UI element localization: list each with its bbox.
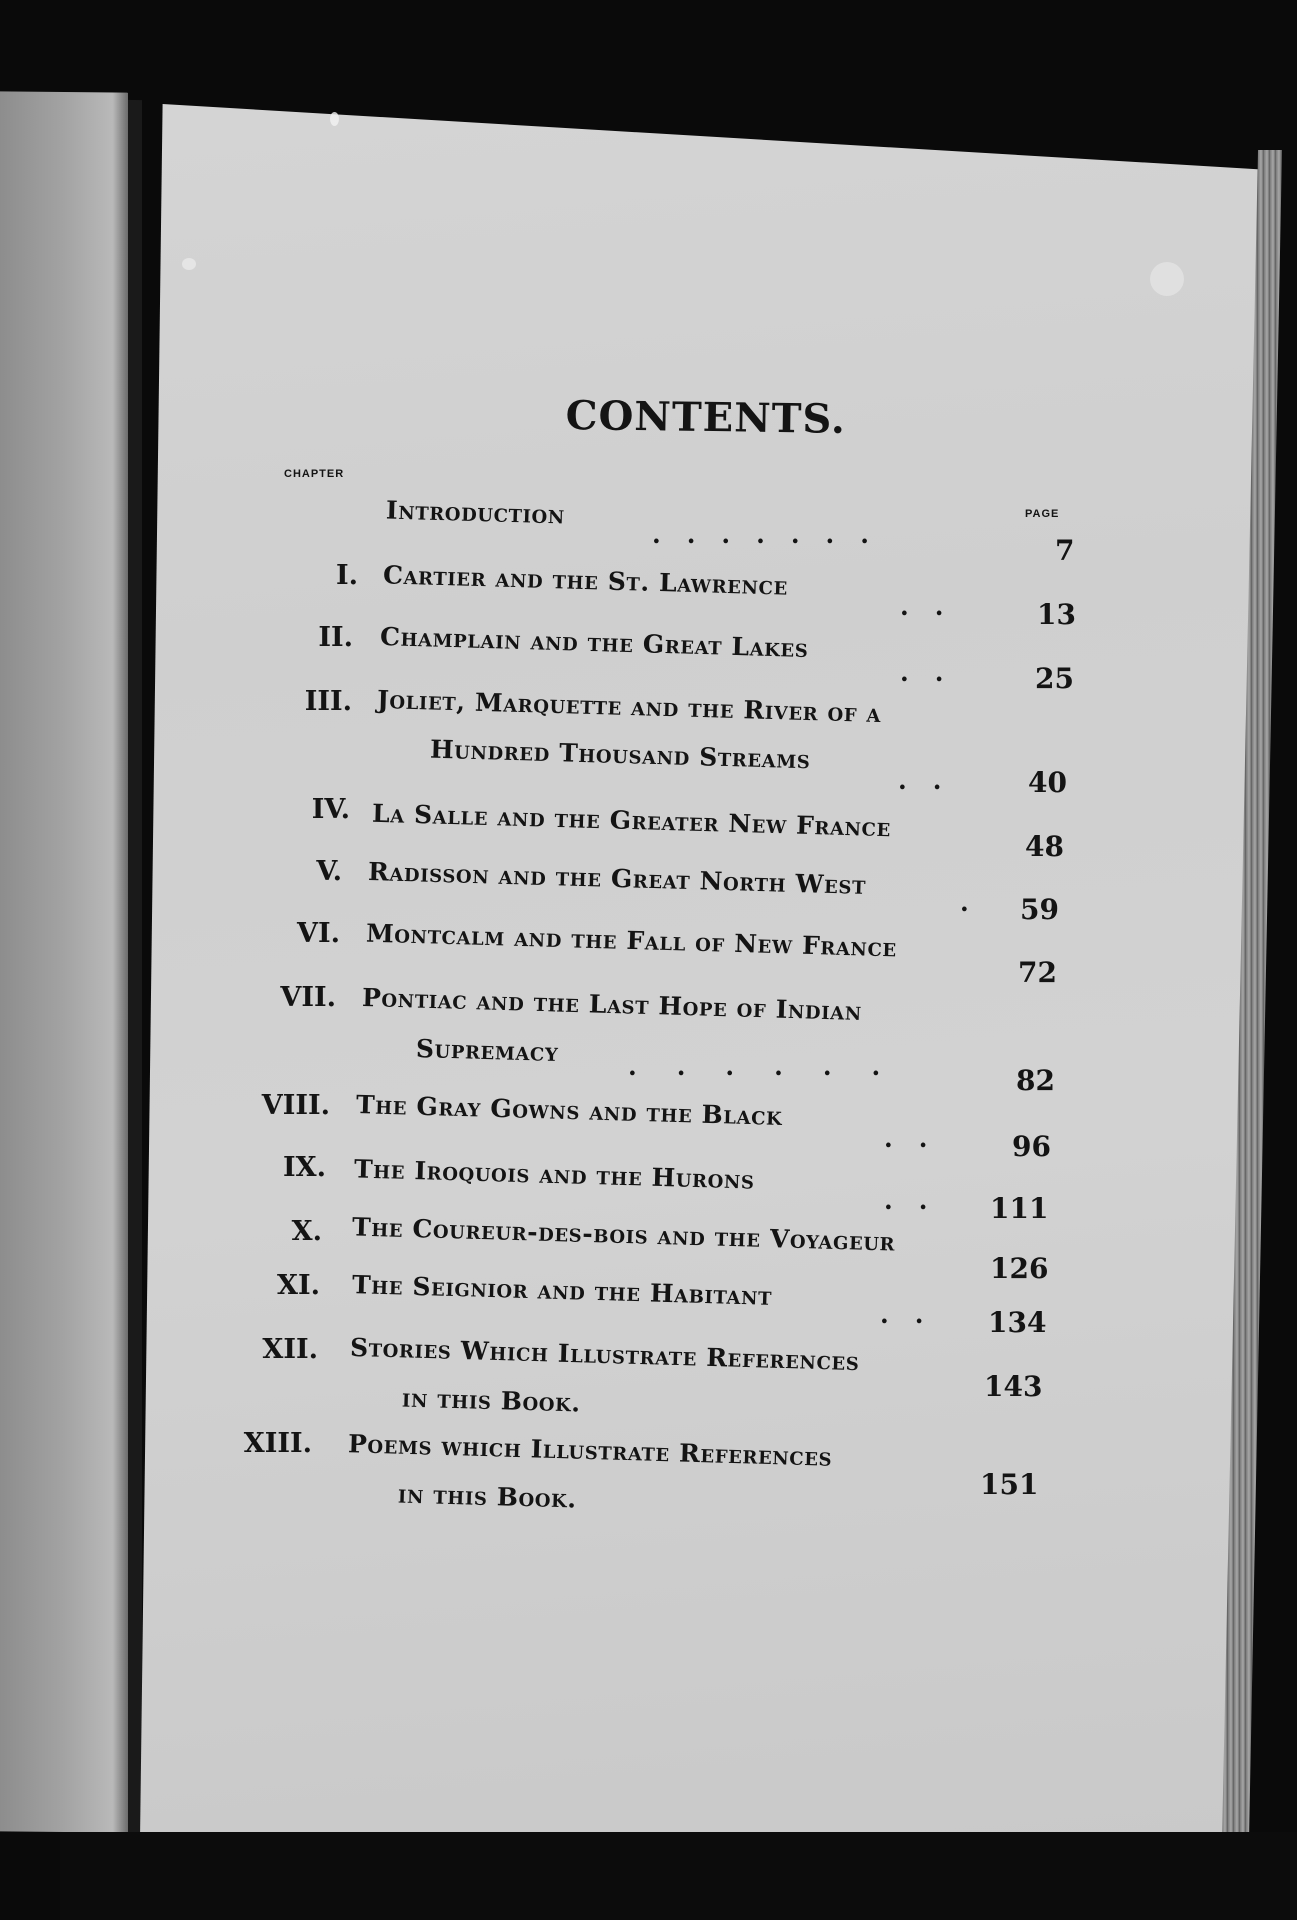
entry-title: Radisson and the Great North West [367, 857, 867, 900]
entry-page: 7 [1055, 534, 1075, 567]
entry-page: 59 [1020, 893, 1059, 926]
entry-number: XII. [262, 1334, 318, 1365]
entry-title: Joliet, Marquette and the River of a [376, 684, 882, 729]
entry-page: 13 [1037, 598, 1076, 631]
entry-page: 48 [1025, 830, 1064, 863]
leader-dots: ....... [652, 520, 895, 549]
entry-number: II. [318, 622, 353, 653]
entry-title: The Coureur-des-bois and the Voyageur [351, 1212, 896, 1257]
entry-title: Stories Which Illustrate References [349, 1332, 860, 1377]
entry-number: XIII. [243, 1428, 312, 1459]
entry-page: 134 [988, 1306, 1047, 1339]
entry-title: The Gray Gowns and the Black [355, 1090, 783, 1131]
entry-number: III. [304, 686, 352, 717]
entry-title-continuation: Hundred Thousand Streams [429, 734, 811, 775]
leader-dots: .. [900, 592, 970, 621]
leader-dots: .. [898, 766, 968, 795]
chapter-column-label: CHAPTER [284, 468, 345, 480]
leader-dots: .. [900, 658, 970, 687]
entry-page: 111 [990, 1192, 1049, 1225]
entry-number: I. [335, 560, 358, 591]
entry-title-continuation: Supremacy [415, 1034, 559, 1067]
entry-page: 96 [1012, 1130, 1051, 1163]
entry-page: 151 [980, 1468, 1039, 1501]
page-title: CONTENTS. [565, 392, 847, 443]
leader-dots: .. [884, 1186, 954, 1215]
entry-number: VI. [297, 918, 340, 949]
entry-title: Poems which Illustrate References [347, 1429, 833, 1472]
entry-title: Introduction [385, 495, 566, 530]
entry-page: 126 [990, 1252, 1049, 1285]
leader-dots: .. [880, 1300, 950, 1329]
entry-title-continuation: in this Book. [397, 1479, 578, 1514]
entry-page: 72 [1018, 956, 1057, 989]
entry-number: V. [316, 856, 342, 887]
entry-title-continuation: in this Book. [401, 1383, 582, 1418]
entry-title: Montcalm and the Fall of New France [365, 918, 898, 963]
entry-title: Champlain and the Great Lakes [379, 622, 809, 663]
leader-dots: .. [884, 1124, 954, 1153]
entry-number: IV. [311, 794, 350, 825]
entry-page: 40 [1028, 766, 1067, 799]
entry-page: 25 [1035, 662, 1074, 695]
entry-title: Pontiac and the Last Hope of Indian [361, 983, 863, 1026]
entry-number: VIII. [261, 1090, 330, 1121]
entry-page: 143 [984, 1370, 1043, 1403]
entry-title: La Salle and the Greater New France [371, 798, 892, 843]
entry-title: Cartier and the St. Lawrence [382, 560, 789, 601]
entry-page: 82 [1016, 1064, 1055, 1097]
entry-number: XI. [277, 1270, 320, 1301]
entry-number: IX. [283, 1152, 326, 1183]
entry-number: X. [291, 1216, 322, 1247]
entry-title: The Iroquois and the Hurons [353, 1154, 756, 1195]
entry-title: The Seignior and the Habitant [351, 1270, 773, 1311]
entry-number: VII. [280, 982, 336, 1013]
page-column-label: PAGE [1025, 508, 1060, 520]
leader-dots: . [960, 888, 995, 917]
leader-dots: ...... [628, 1052, 921, 1081]
